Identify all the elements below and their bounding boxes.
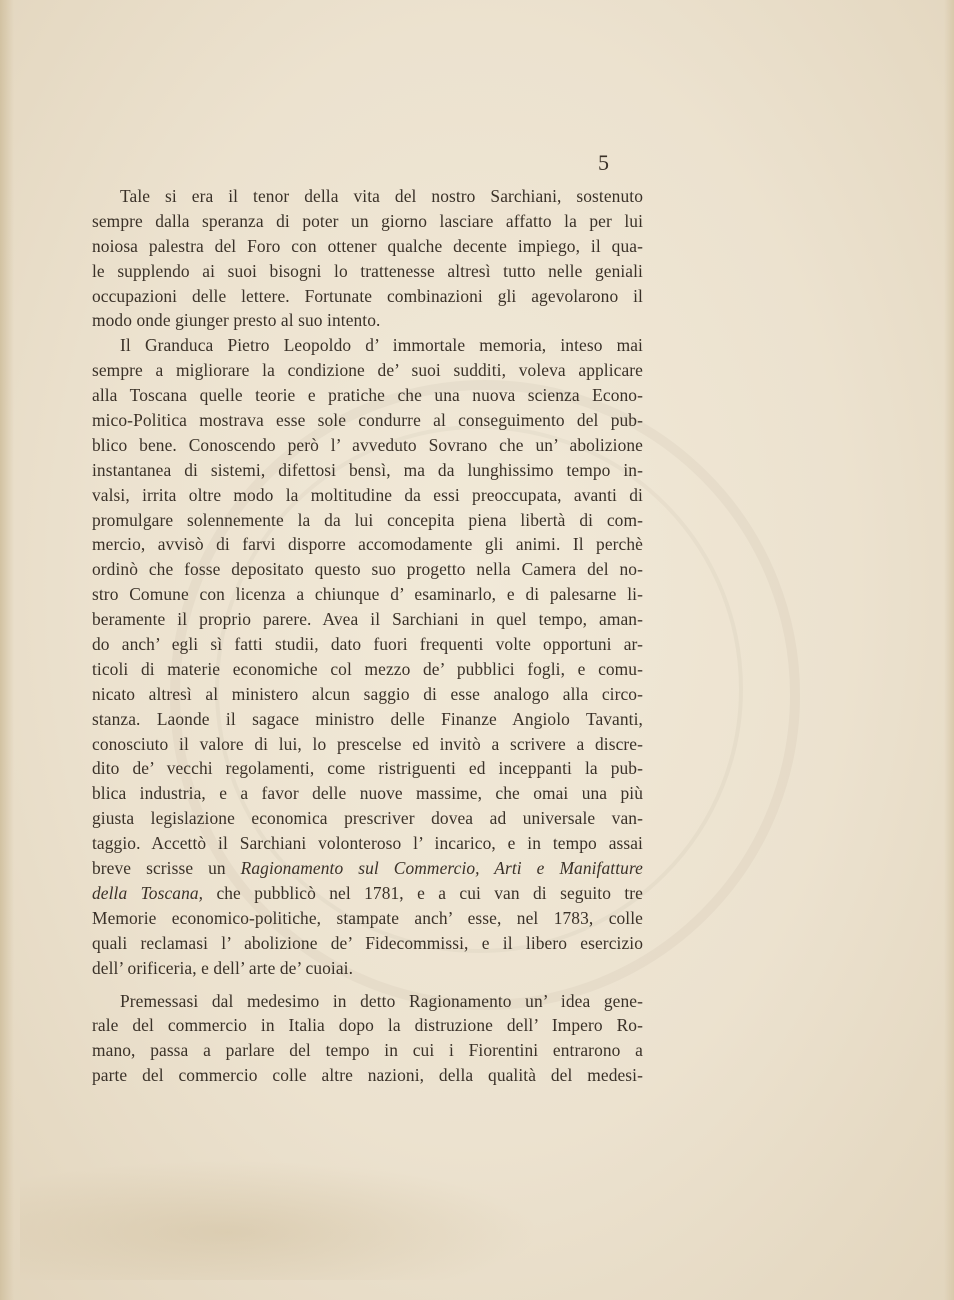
text-line: dito de’ vecchi regolamenti, come ristriguenti ed inceppanti la pub- [92, 758, 643, 779]
text-line: taggio. Accettò il Sarchiani volonteroso l’ incarico, e in tempo assai [92, 833, 643, 854]
text-line: giusta legislazione economica prescriver dovea ad universale van- [92, 808, 643, 829]
text-line: Tale si era il tenor della vita del nostro Sarchiani, sostenuto [120, 186, 643, 206]
text-line: nicato altresì al ministero alcun saggio di esse analogo alla circo- [92, 683, 643, 704]
text-run: che pubblicò nel 1781, e a cui van di seguito tre [203, 882, 643, 903]
paragraph-3 [92, 989, 643, 1089]
text-line: promulgare solennemente la da lui concepita piena libertà di com- [92, 509, 643, 530]
text-line: instantanea di sistemi, difettosi bensì, ma da lunghissimo tempo in- [92, 459, 643, 480]
paper-stain [20, 1160, 540, 1280]
paragraph-2 [92, 333, 643, 980]
text-line: mercio, avvisò di farvi disporre accomodamente gli animi. Il perchè [92, 534, 643, 555]
text-line: Memorie economico-politiche, stampate anch’ esse, nel 1783, colle [92, 907, 643, 928]
text-line: occupazioni delle lettere. Fortunate combinazioni gli agevolarono il [92, 285, 643, 306]
text-line: Premessasi dal medesimo in detto Ragionamento un’ idea gene- [120, 990, 643, 1011]
text-line: beramente il proprio parere. Avea il Sarchiani in quel tempo, aman- [92, 609, 643, 630]
text-line: stro Comune con licenza a chiunque d’ esaminarlo, e di palesarne li- [92, 584, 643, 605]
page-edge-shadow-right [944, 0, 954, 1300]
text-line: Il Granduca Pietro Leopoldo d’ immortale memoria, inteso mai [120, 335, 643, 356]
book-title-italic: della Toscana, [92, 882, 204, 903]
text-line: alla Toscana quelle teorie e pratiche che una nuova scienza Econo- [92, 385, 643, 406]
text-line: le supplendo ai suoi bisogni lo trattenesse altresì tutto nelle geniali [92, 260, 643, 281]
text-line: sempre dalla speranza di poter un giorno lasciare affatto la per lui [92, 210, 643, 231]
text-line: blico bene. Conoscendo però l’ avveduto Sovrano che un’ abolizione [92, 434, 643, 455]
body-text [92, 184, 643, 1088]
text-line: ticoli di materie economiche col mezzo de’ pubblici fogli, e comu- [92, 658, 643, 679]
text-line: sempre a migliorare la condizione de’ suoi sudditi, voleva applicare [92, 360, 643, 381]
paragraph-1 [92, 184, 643, 333]
text-line: quali reclamasi l’ abolizione de’ Fidecommissi, e il libero esercizio [92, 932, 643, 953]
text-line-with-title [92, 881, 643, 906]
text-line: blica industria, e a favor delle nuove massime, che omai una più [92, 783, 643, 804]
text-line: rale del commercio in Italia dopo la distruzione dell’ Impero Ro- [92, 1015, 643, 1036]
text-line: mico-Politica mostrava esse sole condurre al conseguimento del pub- [92, 410, 643, 431]
text-line: modo onde giunger presto al suo intento. [92, 310, 381, 331]
paragraph-gap [92, 981, 643, 989]
text-line: noiosa palestra del Foro con ottener qualche decente impiego, il qua- [92, 235, 643, 256]
page-number: 5 [598, 150, 609, 175]
text-line-with-title [92, 856, 643, 881]
text-run: breve scrisse un [92, 858, 241, 879]
text-line: dell’ orificeria, e dell’ arte de’ cuoiai. [92, 957, 354, 978]
text-line: conosciuto il valore di lui, lo prescelse ed invitò a scrivere a discre- [92, 733, 643, 754]
page-edge-shadow-left [0, 0, 14, 1300]
text-line: valsi, irrita oltre modo la moltitudine da essi preoccupata, avanti di [92, 484, 643, 505]
text-line: stanza. Laonde il sagace ministro delle Finanze Angiolo Tavanti, [92, 708, 643, 729]
text-line: ordinò che fosse depositato questo suo progetto nella Camera del no- [92, 559, 643, 580]
text-line: do anch’ egli sì fatti studii, dato fuori frequenti volte opportuni ar- [92, 634, 643, 655]
book-title-italic: Ragionamento sul Commercio, Arti e Manifatture [240, 858, 643, 879]
text-line: mano, passa a parlare del tempo in cui i Fiorentini entrarono a [92, 1040, 643, 1061]
text-line: parte del commercio colle altre nazioni, della qualità del medesi- [92, 1065, 643, 1086]
